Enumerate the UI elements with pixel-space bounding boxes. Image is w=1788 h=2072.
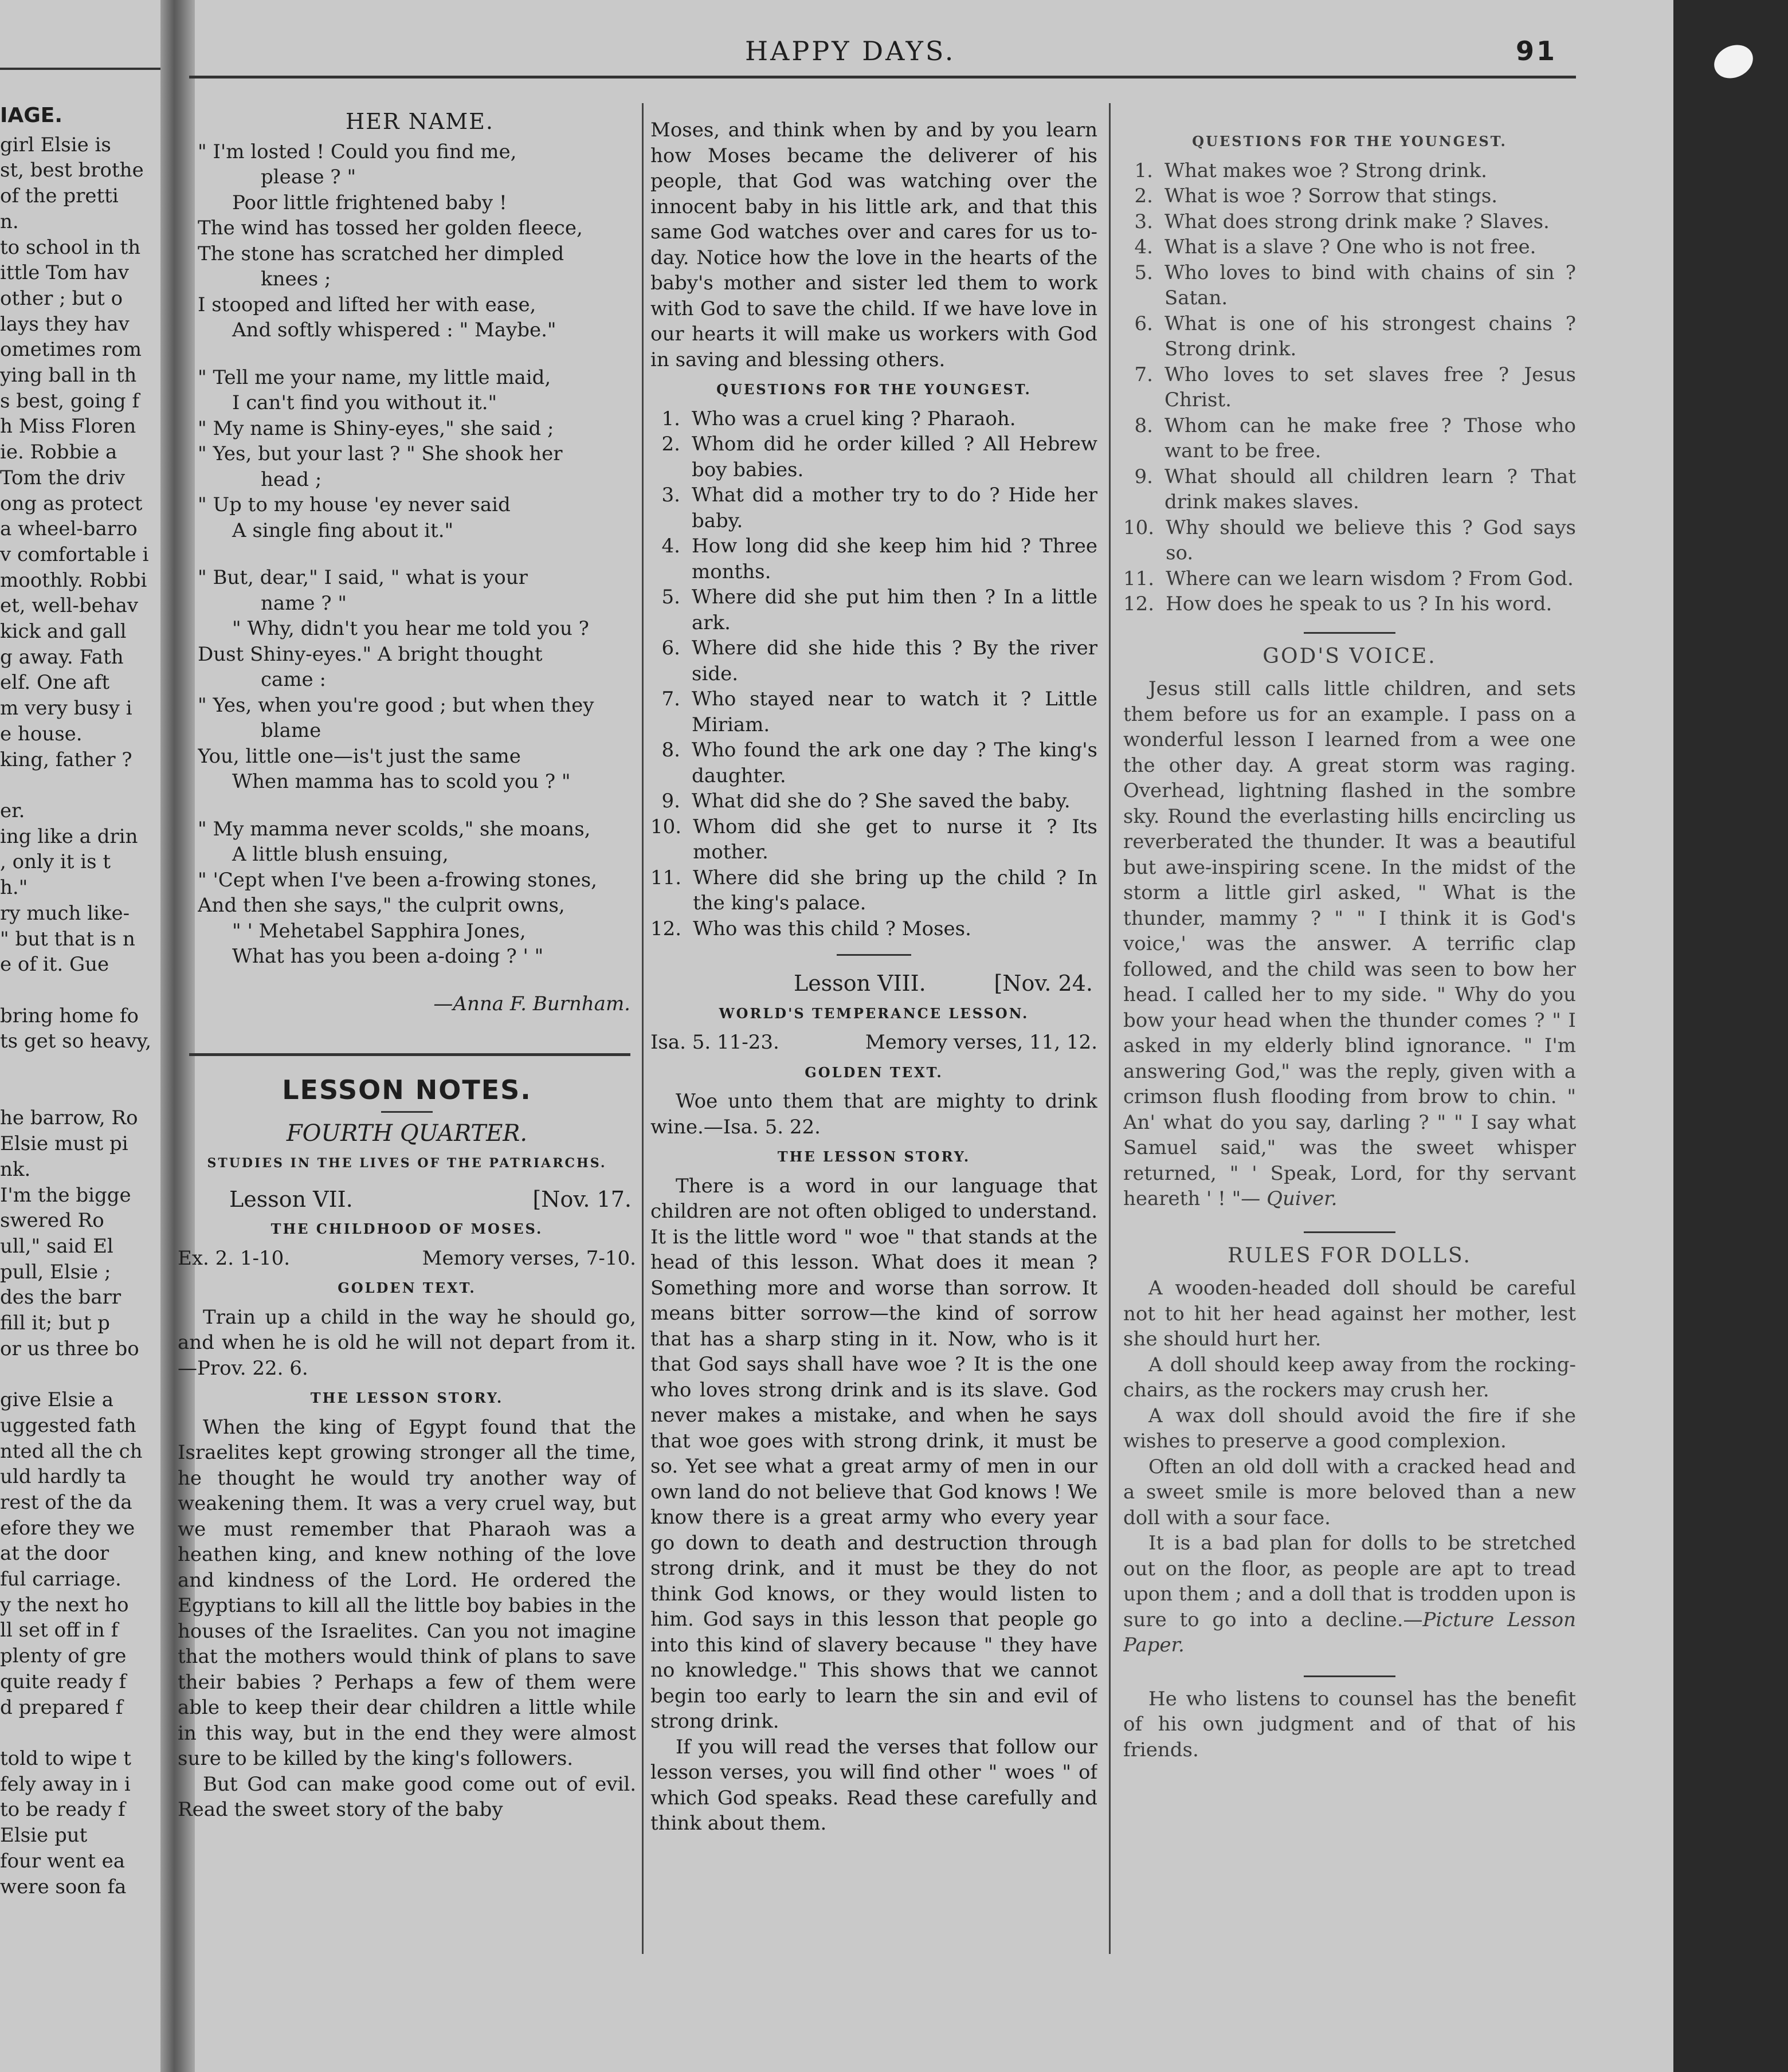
poem-line: knees ;: [261, 268, 331, 291]
answer: Those who want to be free.: [1164, 414, 1576, 462]
question-item: [1123, 464, 1576, 515]
column-three: [1123, 129, 1576, 2054]
left-fragment-line: e of it. Gue: [0, 953, 109, 976]
question: What did a mother try to do ?: [692, 484, 1000, 507]
poem-her-name: [198, 109, 642, 1020]
question: Whom can he make free ?: [1164, 414, 1452, 437]
question-item: [650, 737, 1097, 788]
question-text: [1166, 515, 1576, 566]
left-fragment-line: girl Elsie is: [0, 133, 111, 156]
question-number: 12.: [1123, 592, 1155, 615]
poem-line: When mamma has to scold you ? ": [232, 770, 571, 793]
left-fragment-line: Elsie put: [0, 1824, 88, 1847]
left-fragment-line: Elsie must pi: [0, 1132, 128, 1156]
question-item: [1123, 566, 1576, 592]
question: Who stayed near to watch it ?: [692, 688, 1032, 711]
answer: That drink makes slaves.: [1164, 465, 1576, 513]
left-fragment-line: plenty of gre: [0, 1645, 127, 1668]
poem-line: " Yes, but your last ? " She shook her: [198, 442, 563, 465]
question: Where did she bring up the child ?: [693, 866, 1067, 889]
left-fragment-line: [0, 1720, 163, 1746]
poem-line: head ;: [261, 468, 322, 491]
lesson8-story-head: THE LESSON STORY.: [777, 1148, 971, 1165]
left-fragment-line: moothly. Robbi: [0, 568, 147, 592]
answer: Jesus Christ.: [1164, 363, 1576, 411]
question-number: 5.: [661, 586, 680, 609]
question-number: 9.: [661, 790, 680, 813]
question-item: [1123, 158, 1576, 184]
poem-line: What has you been a-doing ? ' ": [232, 945, 544, 968]
lesson8-golden-text: Woe unto them that are mighty to drink wine.—Isa. 5. 22.: [650, 1090, 1097, 1139]
question-number: 11.: [1123, 567, 1155, 590]
answer: By the river side.: [692, 637, 1097, 685]
answer: Moses.: [901, 917, 971, 940]
divider: [1304, 632, 1395, 634]
question-item: [650, 814, 1097, 865]
left-fragment-line: pull, Elsie ;: [0, 1260, 111, 1284]
question-number: 6.: [1134, 312, 1153, 335]
poem-line: " My name is Shiny-eyes," she said ;: [198, 417, 554, 440]
poem-line: The wind has tossed her golden fleece,: [198, 217, 583, 240]
rule-text: A wooden-headed doll should be careful not to hit her head against her mother, lest she should hurt her.: [1123, 1277, 1576, 1351]
poem-line: came :: [261, 668, 326, 691]
left-fragment-line: efore they we: [0, 1516, 135, 1540]
rule-paragraph: [1123, 1403, 1576, 1454]
question-text: [692, 482, 1097, 533]
left-fragment-line: , only it is t: [0, 850, 111, 874]
rule-text: Often an old doll with a cracked head and a sweet smile is more beloved than a new doll with a sour face.: [1123, 1455, 1576, 1529]
question-number: 2.: [1134, 185, 1153, 207]
question-number: 8.: [1134, 414, 1153, 437]
poem-title: HER NAME.: [346, 109, 494, 134]
question-item: [650, 916, 1097, 942]
left-page-rule: [0, 68, 172, 70]
lesson8-story-p2: If you will read the verses that follow our lesson verses, you will find other " woes " of which God speaks. Read these carefully and think about them.: [650, 1735, 1097, 1835]
question-item: [1123, 591, 1576, 617]
left-fragment-line: [0, 1361, 163, 1387]
question-text: [1164, 311, 1576, 362]
question-item: [1123, 413, 1576, 464]
lesson8-memory: Memory verses, 11, 12.: [865, 1031, 1097, 1054]
left-fragment-line: told to wipe t: [0, 1747, 131, 1770]
left-fragment-line: et, well-behav: [0, 594, 139, 618]
quarter-heading: FOURTH QUARTER.: [286, 1120, 528, 1147]
poem-line: " Tell me your name, my little maid,: [198, 366, 551, 389]
rule-paragraph: [1123, 1276, 1576, 1352]
answer: Its mother.: [693, 815, 1097, 864]
lesson-notes-title: LESSON NOTES.: [282, 1074, 532, 1105]
lesson7-ref-line: [178, 1246, 636, 1272]
question-item: [650, 865, 1097, 916]
left-fragment-line: h Miss Floren: [0, 415, 136, 438]
left-fragment-line: ts get so heavy,: [0, 1030, 151, 1053]
left-fragment-line: n.: [0, 210, 19, 233]
question-text: [1164, 464, 1576, 515]
left-page-fragment: [0, 103, 163, 2017]
question: How does he speak to us ?: [1166, 592, 1428, 615]
left-fragment-line: er.: [0, 799, 25, 822]
question-text: [1166, 566, 1576, 592]
poem-stanza: [198, 139, 642, 343]
left-fragment-line: e house.: [0, 722, 83, 745]
poem-stanza: [198, 817, 642, 970]
question-text: [1164, 413, 1576, 464]
question-number: 7.: [661, 688, 680, 711]
left-fragment-line: were soon fa: [0, 1875, 127, 1898]
poem-line: name ? ": [261, 591, 347, 615]
lesson7-ref: Ex. 2. 1-10.: [178, 1246, 291, 1270]
question-number: 3.: [661, 484, 680, 507]
answer: Satan.: [1164, 287, 1228, 309]
question: What is a slave ?: [1164, 236, 1330, 258]
question-number: 1.: [1134, 159, 1153, 182]
left-fragment-line: give Elsie a: [0, 1388, 113, 1412]
left-fragment-line: d prepared f: [0, 1696, 123, 1719]
answer: The king's daughter.: [692, 739, 1097, 787]
answer: One who is not free.: [1336, 236, 1536, 258]
question: Who loves to set slaves free ?: [1164, 363, 1509, 386]
divider: [381, 1111, 433, 1113]
answer: Hide her baby.: [692, 484, 1097, 532]
lesson7-golden-head: GOLDEN TEXT.: [338, 1280, 476, 1296]
question-item: [1123, 209, 1576, 235]
question-text: [693, 814, 1097, 865]
left-fragment-line: st, best brothe: [0, 159, 144, 182]
question-item: [1123, 311, 1576, 362]
poem-line: Poor little frightened baby !: [232, 191, 507, 214]
poem-line: I stooped and lifted her with ease,: [198, 293, 536, 316]
question: What did she do ?: [692, 790, 869, 813]
left-fragment-line: ull," said El: [0, 1234, 113, 1258]
question-text: [1164, 183, 1576, 209]
rules-title: RULES FOR DOLLS.: [1228, 1243, 1472, 1267]
left-fragment-line: s best, going f: [0, 389, 140, 413]
question-text: [692, 635, 1097, 686]
lesson7-questions: [650, 406, 1097, 942]
left-fragment-line: to school in th: [0, 236, 141, 259]
question-number: 9.: [1134, 465, 1153, 488]
answer: In a little ark.: [692, 586, 1097, 634]
question-text: [692, 686, 1097, 737]
question-item: [650, 686, 1097, 737]
question-text: [692, 584, 1097, 635]
lesson7-story-cont: Moses, and think when by and by you learn how Moses became the deliverer of his people, that God was watching over the innocent baby in his little ark, and that this same God watches over and cares for us to-day. Notice how the love in the hearts of the baby's mother and sister led them to work with God to save the child. If we have love in our hearts it will make us workers with God in saving and blessing others.: [650, 119, 1097, 371]
divider: [837, 954, 911, 956]
left-fragment-line: nk.: [0, 1157, 31, 1181]
question: How long did she keep him hid ?: [692, 535, 1032, 558]
left-fragment-line: ful carriage.: [0, 1568, 121, 1591]
poem-line: And then she says," the culprit owns,: [198, 894, 565, 917]
lesson8-questions-head: QUESTIONS FOR THE YOUNGEST.: [1192, 133, 1507, 150]
lesson7-story-head: THE LESSON STORY.: [310, 1390, 504, 1406]
rule-text: It is a bad plan for dolls to be stretched out on the floor, as people are apt to tread upon them ; and a doll that is trodden upon is sure to go into a decline.—: [1123, 1532, 1576, 1631]
question-text: [692, 788, 1097, 814]
lesson7-header: [178, 1187, 636, 1212]
left-fragment-line: uld hardly ta: [0, 1465, 127, 1489]
poem-line: " Why, didn't you hear me told you ?: [232, 617, 589, 640]
left-fragment-line: quite ready f: [0, 1670, 127, 1693]
left-fragment-line: kick and gall: [0, 620, 127, 643]
left-fragment-line: nted all the ch: [0, 1439, 143, 1463]
left-fragment-line: to be ready f: [0, 1798, 126, 1822]
poem-line: " My mamma never scolds," she moans,: [198, 817, 591, 841]
left-fragment-line: lays they hav: [0, 312, 130, 336]
question-item: [650, 584, 1097, 635]
rules-paragraphs: [1123, 1276, 1576, 1658]
left-fragment-lines: [0, 132, 163, 1900]
poem-line: A single fing about it.": [232, 519, 454, 542]
left-fragment-line: four went ea: [0, 1849, 125, 1873]
question-number: 5.: [1134, 261, 1153, 284]
question-text: [1164, 209, 1576, 235]
question: What is woe ?: [1164, 185, 1302, 207]
answer: Slaves.: [1479, 210, 1550, 233]
question-text: [692, 406, 1097, 432]
question-item: [650, 635, 1097, 686]
poem-body: [198, 139, 642, 970]
rule-paragraph: [1123, 1531, 1576, 1658]
left-fragment-line: ry much like-: [0, 901, 130, 925]
answer: From God.: [1468, 567, 1574, 590]
left-fragment-line: [0, 1080, 163, 1106]
question-number: 11.: [650, 866, 682, 889]
left-fragment-line: elf. One aft: [0, 671, 110, 694]
closing-proverb: He who listens to counsel has the benefit of his own judgment and of that of his friends.: [1123, 1687, 1576, 1761]
question-item: [1123, 362, 1576, 413]
answer: All Hebrew boy babies.: [692, 433, 1097, 481]
lesson7-title: THE CHILDHOOD OF MOSES.: [270, 1221, 543, 1237]
question: What does strong drink make ?: [1164, 210, 1473, 233]
left-fragment-line: ll set off in f: [0, 1619, 119, 1642]
left-fragment-line: uggested fath: [0, 1414, 136, 1437]
poem-line: I can't find you without it.": [232, 391, 497, 414]
left-fragment-line: " but that is n: [0, 927, 135, 951]
header-rule: [189, 76, 1576, 79]
question: Who was a cruel king ?: [692, 407, 921, 430]
poem-stanza: [198, 565, 642, 795]
poem-line: The stone has scratched her dimpled: [198, 242, 564, 265]
gods-voice-body: Jesus still calls little children, and sets them before us for an example. I pass on a wonderful lesson I learned from a wee one the other day. A great storm was raging. Overhead, lightning flashed in the sombre sky. Round the everlasting hills encircling us reverberated the thunder. It was a beautiful but awe-inspiring scene. In the midst of the storm a little girl asked, " What is the thunder, mammy ? " " I think it is God's voice,' was the answer. A terrific clap followed, and the child was seen to bow her head. I called her to my side. " Why do you bow your head when the thunder comes ? " I asked in my elderly blind ignorance. " I'm answering God," was the reply, given with a crimson flush flooding from brow to chin. " An' what do you say, darling ? " " I say what Samuel said," was the sweet whisper returned, " ' Speak, Lord, for thy servant heareth ' ! "—: [1123, 677, 1576, 1210]
gods-voice-source: Quiver.: [1266, 1187, 1338, 1210]
poem-line: please ? ": [261, 166, 356, 189]
lesson8-title: WORLD'S TEMPERANCE LESSON.: [719, 1004, 1029, 1022]
question: What should all children learn ?: [1164, 465, 1518, 488]
rule-text: A wax doll should avoid the fire if she wishes to preserve a good complexion.: [1123, 1404, 1576, 1453]
column-rule-1: [642, 103, 644, 1954]
left-fragment-line: bring home fo: [0, 1004, 139, 1027]
lesson7-memory: Memory verses, 7-10.: [422, 1246, 636, 1270]
poem-line: " ' Mehetabel Sapphira Jones,: [232, 919, 526, 943]
question-number: 1.: [661, 407, 680, 430]
lesson8-ref-line: [650, 1030, 1097, 1055]
left-fragment-line: ong as protect: [0, 492, 143, 515]
question-text: [693, 865, 1097, 916]
left-fragment-line: at the door: [0, 1542, 109, 1565]
left-fragment-line: I'm the bigge: [0, 1183, 131, 1207]
left-fragment-line: other ; but o: [0, 287, 123, 310]
left-fragment-line: of the pretti: [0, 185, 119, 208]
answer: Strong drink.: [1355, 159, 1487, 182]
question: What makes woe ?: [1164, 159, 1349, 182]
rules-source: Picture Lesson Paper.: [1123, 1608, 1576, 1657]
left-fragment-line: Tom the driv: [0, 466, 126, 489]
poem-line: " But, dear," I said, " what is your: [198, 566, 528, 589]
question-text: [692, 431, 1097, 482]
question-text: [693, 916, 1097, 942]
rule-paragraph: [1123, 1352, 1576, 1403]
poem-stanza: [198, 365, 642, 544]
divider: [1304, 1231, 1395, 1233]
question: Who loves to bind with chains of sin ?: [1164, 261, 1576, 284]
left-fragment-line: rest of the da: [0, 1490, 132, 1514]
left-fragment-line: or us three bo: [0, 1337, 139, 1360]
question: What is one of his strongest chains ?: [1164, 312, 1576, 335]
column-rule-2: [1109, 103, 1111, 1954]
question: Who found the ark one day ?: [692, 739, 986, 762]
poem-line: Dust Shiny-eyes." A bright thought: [198, 642, 543, 666]
column-two: [650, 117, 1097, 2054]
punch-hole: [1709, 39, 1759, 84]
left-fragment-line: [0, 978, 163, 1003]
left-fragment-line: fely away in i: [0, 1772, 131, 1796]
lesson8-golden-head: GOLDEN TEXT.: [805, 1064, 943, 1081]
lesson-notes: [178, 1066, 636, 2040]
answer: In his word.: [1434, 592, 1552, 615]
question: Who was this child ?: [693, 917, 896, 940]
poem-line: And softly whispered : " Maybe.": [232, 319, 556, 342]
left-fragment-title: IAGE.: [0, 104, 63, 127]
poem-line: " Up to my house 'ey never said: [198, 493, 511, 516]
answer: In the king's palace.: [693, 866, 1097, 915]
gods-voice-title: GOD'S VOICE.: [1262, 644, 1437, 668]
rule-paragraph: [1123, 1454, 1576, 1531]
question-number: 10.: [1123, 516, 1155, 539]
lesson8-date: [Nov. 24.: [994, 971, 1093, 996]
left-fragment-line: ie. Robbie a: [0, 441, 117, 464]
poem-line: " Yes, when you're good ; but when they: [198, 693, 594, 717]
lesson7-story-p2: But God can make good come out of evil. Read the sweet story of the baby: [178, 1772, 636, 1821]
lesson7-label: Lesson VII.: [229, 1186, 353, 1212]
page-number: 91: [1516, 36, 1558, 66]
left-fragment-line: [0, 1054, 163, 1080]
lesson8-ref: Isa. 5. 11-23.: [650, 1031, 779, 1054]
question-number: 2.: [661, 433, 680, 456]
answer: Strong drink.: [1164, 338, 1297, 360]
answer: She saved the baby.: [875, 790, 1071, 813]
question-item: [1123, 183, 1576, 209]
question-number: 12.: [650, 917, 682, 940]
poem-line: blame: [261, 719, 321, 742]
question-text: [692, 737, 1097, 788]
page-title: HAPPY DAYS.: [745, 36, 956, 66]
lesson7-story-p1: When the king of Egypt found that the Israelites kept growing stronger all the time, he thought he would try another way of weakening them. It was a very cruel way, but we must remember that Pharaoh was a heathen king, and knew nothing of the love and kindness of the Lord. He ordered the Egyptians to kill all the little boy babies in the houses of the Israelites. Can you not imagine that the mothers would think of plans to save their babies ? Perhaps a few of them were able to keep their dear children a little while in this way, but in the end they were almost sure to be killed by the king's followers.: [178, 1415, 636, 1770]
question: Where can we learn wisdom ?: [1166, 567, 1462, 590]
lesson7-golden-text: Train up a child in the way he should go, and when he is old he will not depart from it.—Prov. 22. 6.: [178, 1305, 636, 1380]
left-fragment-line: ittle Tom hav: [0, 261, 129, 285]
poem-line: " I'm losted ! Could you find me,: [198, 140, 517, 163]
rule-text: A doll should keep away from the rocking-chairs, as the rockers may crush her.: [1123, 1353, 1576, 1402]
lesson7-date: [Nov. 17.: [532, 1186, 632, 1212]
question-item: [650, 533, 1097, 584]
lesson8-header: [650, 971, 1097, 996]
left-fragment-line: h.": [0, 876, 28, 900]
answer: Three months.: [692, 535, 1097, 583]
left-fragment-line: g away. Fath: [0, 645, 124, 669]
left-fragment-line: ing like a drin: [0, 825, 138, 848]
lesson8-story-p1: There is a word in our language that children are not often obliged to understand. It is the little word " woe " that stands at the head of this lesson. What does it mean ? Something more and worse than sorrow. It means bitter sorrow—the kind of sorrow that has a sharp sting in it. Now, who is it that God says shall have woe ? It is the one who loves strong drink and is its slave. God never makes a mistake, and when he says that woe goes with strong drink, it must be so. Yet see what a great army of men in our own land do not believe that God knows ! We know there is a great army who every year go down to death and destruction through strong drink, and it must be they do not think God knows, or they would listen to him. God says in this lesson that people go into this kind of slavery because " they have no knowledge." This shows that we cannot begin too early to learn the sin and evil of strong drink.: [650, 1174, 1097, 1733]
left-fragment-line: fill it; but p: [0, 1312, 110, 1335]
left-fragment-line: ometimes rom: [0, 338, 142, 362]
answer: God says so.: [1166, 516, 1576, 564]
gods-voice-text: [1123, 676, 1576, 1212]
question-item: [1123, 260, 1576, 311]
left-fragment-line: v comfortable i: [0, 543, 149, 566]
answer: Little Miriam.: [692, 688, 1097, 736]
left-fragment-line: ying ball in th: [0, 364, 137, 387]
left-fragment-line: a wheel-barro: [0, 517, 138, 541]
question-text: [1164, 362, 1576, 413]
question-number: 7.: [1134, 363, 1153, 386]
question-text: [1164, 158, 1576, 184]
poem-author: —Anna F. Burnham.: [433, 992, 630, 1015]
question-number: 10.: [650, 815, 682, 838]
question: Whom did she get to nurse it ?: [693, 815, 1057, 838]
left-fragment-line: y the next ho: [0, 1593, 129, 1616]
answer: Pharaoh.: [927, 407, 1016, 430]
question-item: [650, 788, 1097, 814]
left-fragment-line: des the barr: [0, 1286, 121, 1309]
question-item: [650, 406, 1097, 432]
poem-line: " 'Cept when I've been a-frowing stones,: [198, 868, 597, 892]
studies-heading: STUDIES IN THE LIVES OF THE PATRIARCHS.: [207, 1156, 607, 1171]
question-item: [650, 431, 1097, 482]
left-fragment-line: swered Ro: [0, 1209, 104, 1233]
lesson8-questions: [1123, 158, 1576, 617]
answer: Sorrow that stings.: [1308, 185, 1498, 207]
question-text: [1164, 260, 1576, 311]
lesson8-label: Lesson VIII.: [794, 971, 926, 996]
question: Where did she hide this ?: [692, 637, 963, 660]
question-number: 4.: [661, 535, 680, 558]
question-item: [1123, 234, 1576, 260]
poem-bottom-rule: [189, 1053, 630, 1056]
question-number: 4.: [1134, 236, 1153, 258]
question-number: 8.: [661, 739, 680, 762]
left-fragment-line: king, father ?: [0, 748, 132, 771]
left-fragment-line: he barrow, Ro: [0, 1106, 138, 1130]
poem-line: You, little one—is't just the same: [198, 744, 521, 768]
question-text: [692, 533, 1097, 584]
question: Why should we believe this ?: [1166, 516, 1473, 539]
question-text: [1166, 591, 1576, 617]
poem-line: A little blush ensuing,: [232, 843, 449, 866]
question-item: [1123, 515, 1576, 566]
divider: [1304, 1675, 1395, 1677]
question-item: [650, 482, 1097, 533]
question-text: [1164, 234, 1576, 260]
question: Where did she put him then ?: [692, 586, 995, 609]
question: Whom did he order killed ?: [692, 433, 975, 456]
left-fragment-line: [0, 772, 163, 798]
lesson7-questions-head: QUESTIONS FOR THE YOUNGEST.: [716, 381, 1032, 398]
question-number: 6.: [661, 637, 680, 660]
question-number: 3.: [1134, 210, 1153, 233]
left-fragment-line: m very busy i: [0, 697, 132, 720]
